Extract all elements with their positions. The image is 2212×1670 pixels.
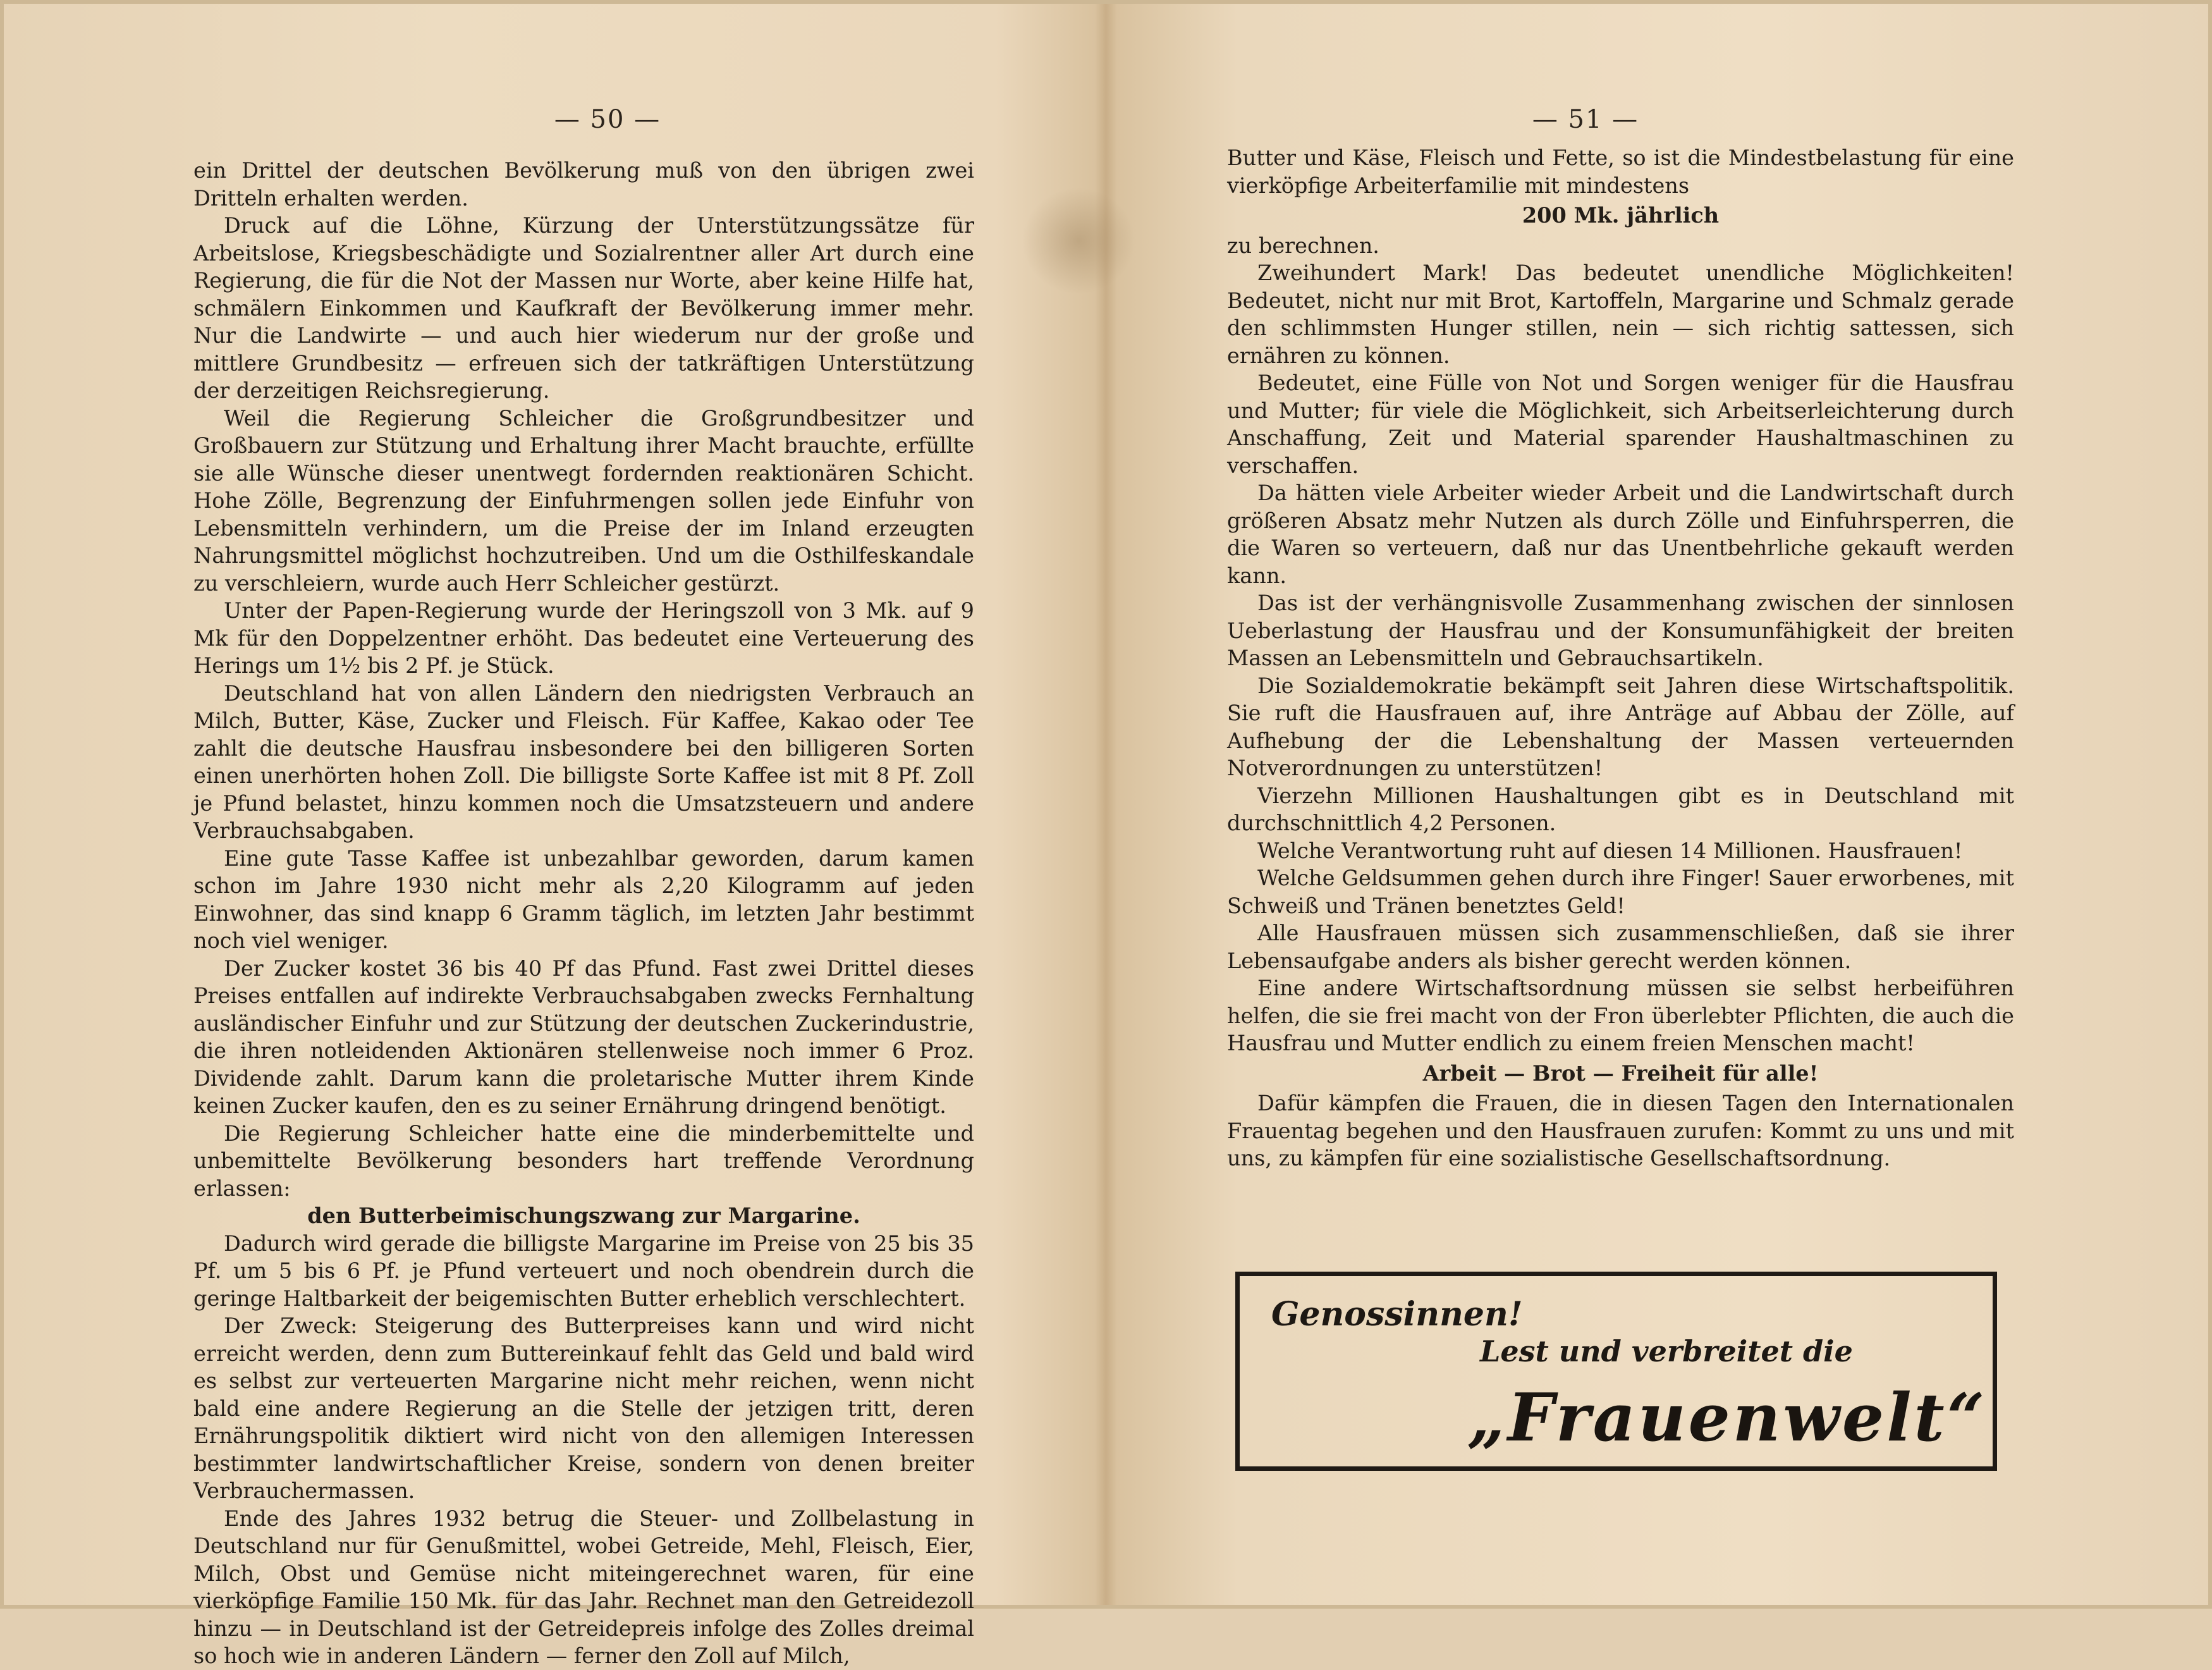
section-heading: den Butterbeimischungszwang zur Margarine. — [307, 1203, 860, 1228]
paragraph: Welche Geldsummen gehen durch ihre Finger! Sauer erworbenes, mit Schweiß und Tränen benetztes Geld! — [1227, 866, 2014, 918]
paragraph: Die Regierung Schleicher hatte eine die minderbemittelte und unbemittelte Bevölkerung besonders hart treffende Verordnung erlassen: — [193, 1120, 974, 1201]
paragraph: zu berechnen. — [1227, 233, 1379, 258]
paragraph: Alle Hausfrauen müssen sich zusammenschließen, daß sie ihrer Lebensaufgabe anders als bisher gerecht werden können. — [1227, 921, 2014, 973]
paragraph: Ende des Jahres 1932 betrug die Steuer- und Zollbelastung in Deutschland nur für Genußmittel, wobei Getreide, Mehl, Fleisch, Eier, Milch, Obst und Gemüse nicht miteingerechnet waren, für eine vierköpfige Familie 150 Mk. für das Jahr. Rechnet man den Getreidezoll hinzu — in Deutschland ist der Getreidepreis infolge des Zolles dreimal so hoch wie in anderen Ländern — ferner den Zoll auf Milch, — [193, 1506, 974, 1668]
left-page-text — [193, 157, 974, 1670]
paragraph: Die Sozialdemokratie bekämpft seit Jahren diese Wirtschaftspolitik. Sie ruft die Hausfrauen auf, ihre Anträge auf Abbau der Zölle, auf Aufhebung der die Lebenshaltung der Massen verteuernden Notverordnungen zu unterstützen! — [1227, 673, 2014, 780]
paragraph: Der Zweck: Steigerung des Butterpreises kann und wird nicht erreicht werden, denn zum Buttereinkauf fehlt das Geld und bald wird es selbst zur verteuerten Margarine nicht mehr reichen, wenn nicht bald eine andere Regierung an die Stelle der jetzigen tritt, deren Ernährungspolitik diktiert wird nicht von den allemigen Interessen bestimmter landwirtschaftlicher Kreise, sondern von denen breiter Verbrauchermassen. — [193, 1313, 974, 1503]
paragraph: Eine gute Tasse Kaffee ist unbezahlbar geworden, darum kamen schon im Jahre 1930 nicht mehr als 2,20 Kilogramm auf jeden Einwohner, das sind knapp 6 Gramm täglich, im letzten Jahr bestimmt noch viel weniger. — [193, 845, 974, 953]
paragraph: Zweihundert Mark! Das bedeutet unendliche Möglichkeiten! Bedeutet, nicht nur mit Brot, Kartoffeln, Margarine und Schmalz gerade den schlimmsten Hunger stillen, nein — sich richtig sattessen, sich ernähren zu können. — [1227, 261, 2014, 368]
paragraph: Weil die Regierung Schleicher die Großgrundbesitzer und Großbauern zur Stützung und Erhaltung ihrer Macht brauchte, erfüllte sie alle Wünsche dieser unentwegt fordernden reaktionären Schicht. Hohe Zölle, Begrenzung der Einfuhrmengen sollen jede Einfuhr von Lebensmitteln verhindern, um die Preise der im Inland erzeugten Nahrungsmittel möglichst hochzutreiben. Und um die Osthilfeskandale zu verschleiern, wurde auch Herr Schleicher gestürzt. — [193, 405, 974, 596]
page-number-right: — 51 — — [1532, 105, 1639, 134]
paragraph: Der Zucker kostet 36 bis 40 Pf das Pfund. Fast zwei Drittel dieses Preises entfallen auf indirekte Verbrauchsabgaben zwecks Fernhaltung ausländischer Einfuhr und zur Stützung der deutschen Zuckerindustrie, die ihren notleidenden Aktionären stellenweise noch immer 6 Proz. Dividende zahlt. Darum kann die proletarische Mutter ihrem Kinde keinen Zucker kaufen, den es zu seiner Ernährung dringend benötigt. — [193, 955, 974, 1118]
ad-subline: Lest und verbreitet die — [1480, 1334, 1853, 1368]
page-number-left: — 50 — — [554, 105, 661, 134]
closing-paragraph: Dafür kämpfen die Frauen, die in diesen Tagen den Internationalen Frauentag begehen und den Hausfrauen zurufen: Kommt zu uns und mit uns, zu kämpfen für eine sozialistische Gesellschaftsordnung. — [1227, 1091, 2014, 1170]
paragraph: Da hätten viele Arbeiter wieder Arbeit und die Landwirtschaft durch größeren Absatz mehr Nutzen als durch Zölle und Einfuhrsperren, die die Waren so verteuern, daß nur das Unentbehrliche gekauft werden kann. — [1227, 481, 2014, 588]
slogan: Arbeit — Brot — Freiheit für alle! — [1422, 1060, 1819, 1086]
paragraph: Unter der Papen-Regierung wurde der Heringszoll von 3 Mk. auf 9 Mk für den Doppelzentner erhöht. Das bedeutet eine Verteuerung des Herings um 1½ bis 2 Pf. je Stück. — [193, 598, 974, 678]
paragraph: Das ist der verhängnisvolle Zusammenhang zwischen der sinnlosen Ueberlastung der Hausfrau und der Konsumunfähigkeit der breiten Massen an Lebensmitteln und Gebrauchsartikeln. — [1227, 591, 2014, 670]
paragraph: Welche Verantwortung ruht auf diesen 14 Millionen. Hausfrauen! — [1257, 838, 1963, 863]
ad-magazine-title: „Frauenwelt“ — [1467, 1378, 1988, 1456]
paragraph: Deutschland hat von allen Ländern den niedrigsten Verbrauch an Milch, Butter, Käse, Zucker und Fleisch. Für Kaffee, Kakao oder Tee zahlt die deutsche Hausfrau insbesondere bei den billigeren Sorten einen unerhörten hohen Zoll. Die billigste Sorte Kaffee ist mit 8 Pf. Zoll je Pfund belastet, hinzu kommen noch die Umsatzsteuern und andere Verbrauchsabgaben. — [193, 680, 974, 843]
right-page-text — [1227, 144, 2014, 1172]
paragraph: Bedeutet, eine Fülle von Not und Sorgen weniger für die Hausfrau und Mutter; für viele die Möglichkeit, sich Arbeitserleichterung durch Anschaffung, Zeit und Material sparender Haushaltmaschinen zu verschaffen. — [1227, 371, 2014, 478]
paragraph: ein Drittel der deutschen Bevölkerung muß von den übrigen zwei Dritteln erhalten werden. — [193, 158, 974, 211]
paragraph: Vierzehn Millionen Haushaltungen gibt es in Deutschland mit durchschnittlich 4,2 Personen. — [1227, 783, 2014, 835]
ad-greeting: Genossinnen! — [1271, 1295, 1523, 1334]
paragraph: Eine andere Wirtschaftsordnung müssen sie selbst herbeiführen helfen, die sie frei macht von der Fron überlebter Pflichten, die auch die Hausfrau und Mutter endlich zu einem freien Menschen macht! — [1227, 976, 2014, 1055]
paragraph: Dadurch wird gerade die billigste Margarine im Preise von 25 bis 35 Pf. um 5 bis 6 Pf. je Pfund verteuert und noch obendrein durch die geringe Haltbarkeit der beigemischten Butter erheblich verschlechtert. — [193, 1231, 974, 1311]
amount-heading: 200 Mk. jährlich — [1522, 203, 1720, 228]
frauenwelt-advertisement — [1235, 1272, 1997, 1471]
paragraph: Butter und Käse, Fleisch und Fette, so ist die Mindestbelastung für eine vierköpfige Arbeiterfamilie mit mindestens — [1227, 145, 2014, 198]
paragraph: Druck auf die Löhne, Kürzung der Unterstützungssätze für Arbeitslose, Kriegsbeschädigte und Sozialrentner aller Art durch eine Regierung, die für die Not der Massen nur Worte, aber keine Hilfe hat, schmälern Einkommen und Kaufkraft der Bevölkerung immer mehr. Nur die Landwirte — und auch hier wiederum nur der große und mittlere Grundbesitz — erfreuen sich der tatkräftigen Unterstützung der derzeitigen Reichsregierung. — [193, 213, 974, 403]
left-page — [4, 4, 1107, 1668]
